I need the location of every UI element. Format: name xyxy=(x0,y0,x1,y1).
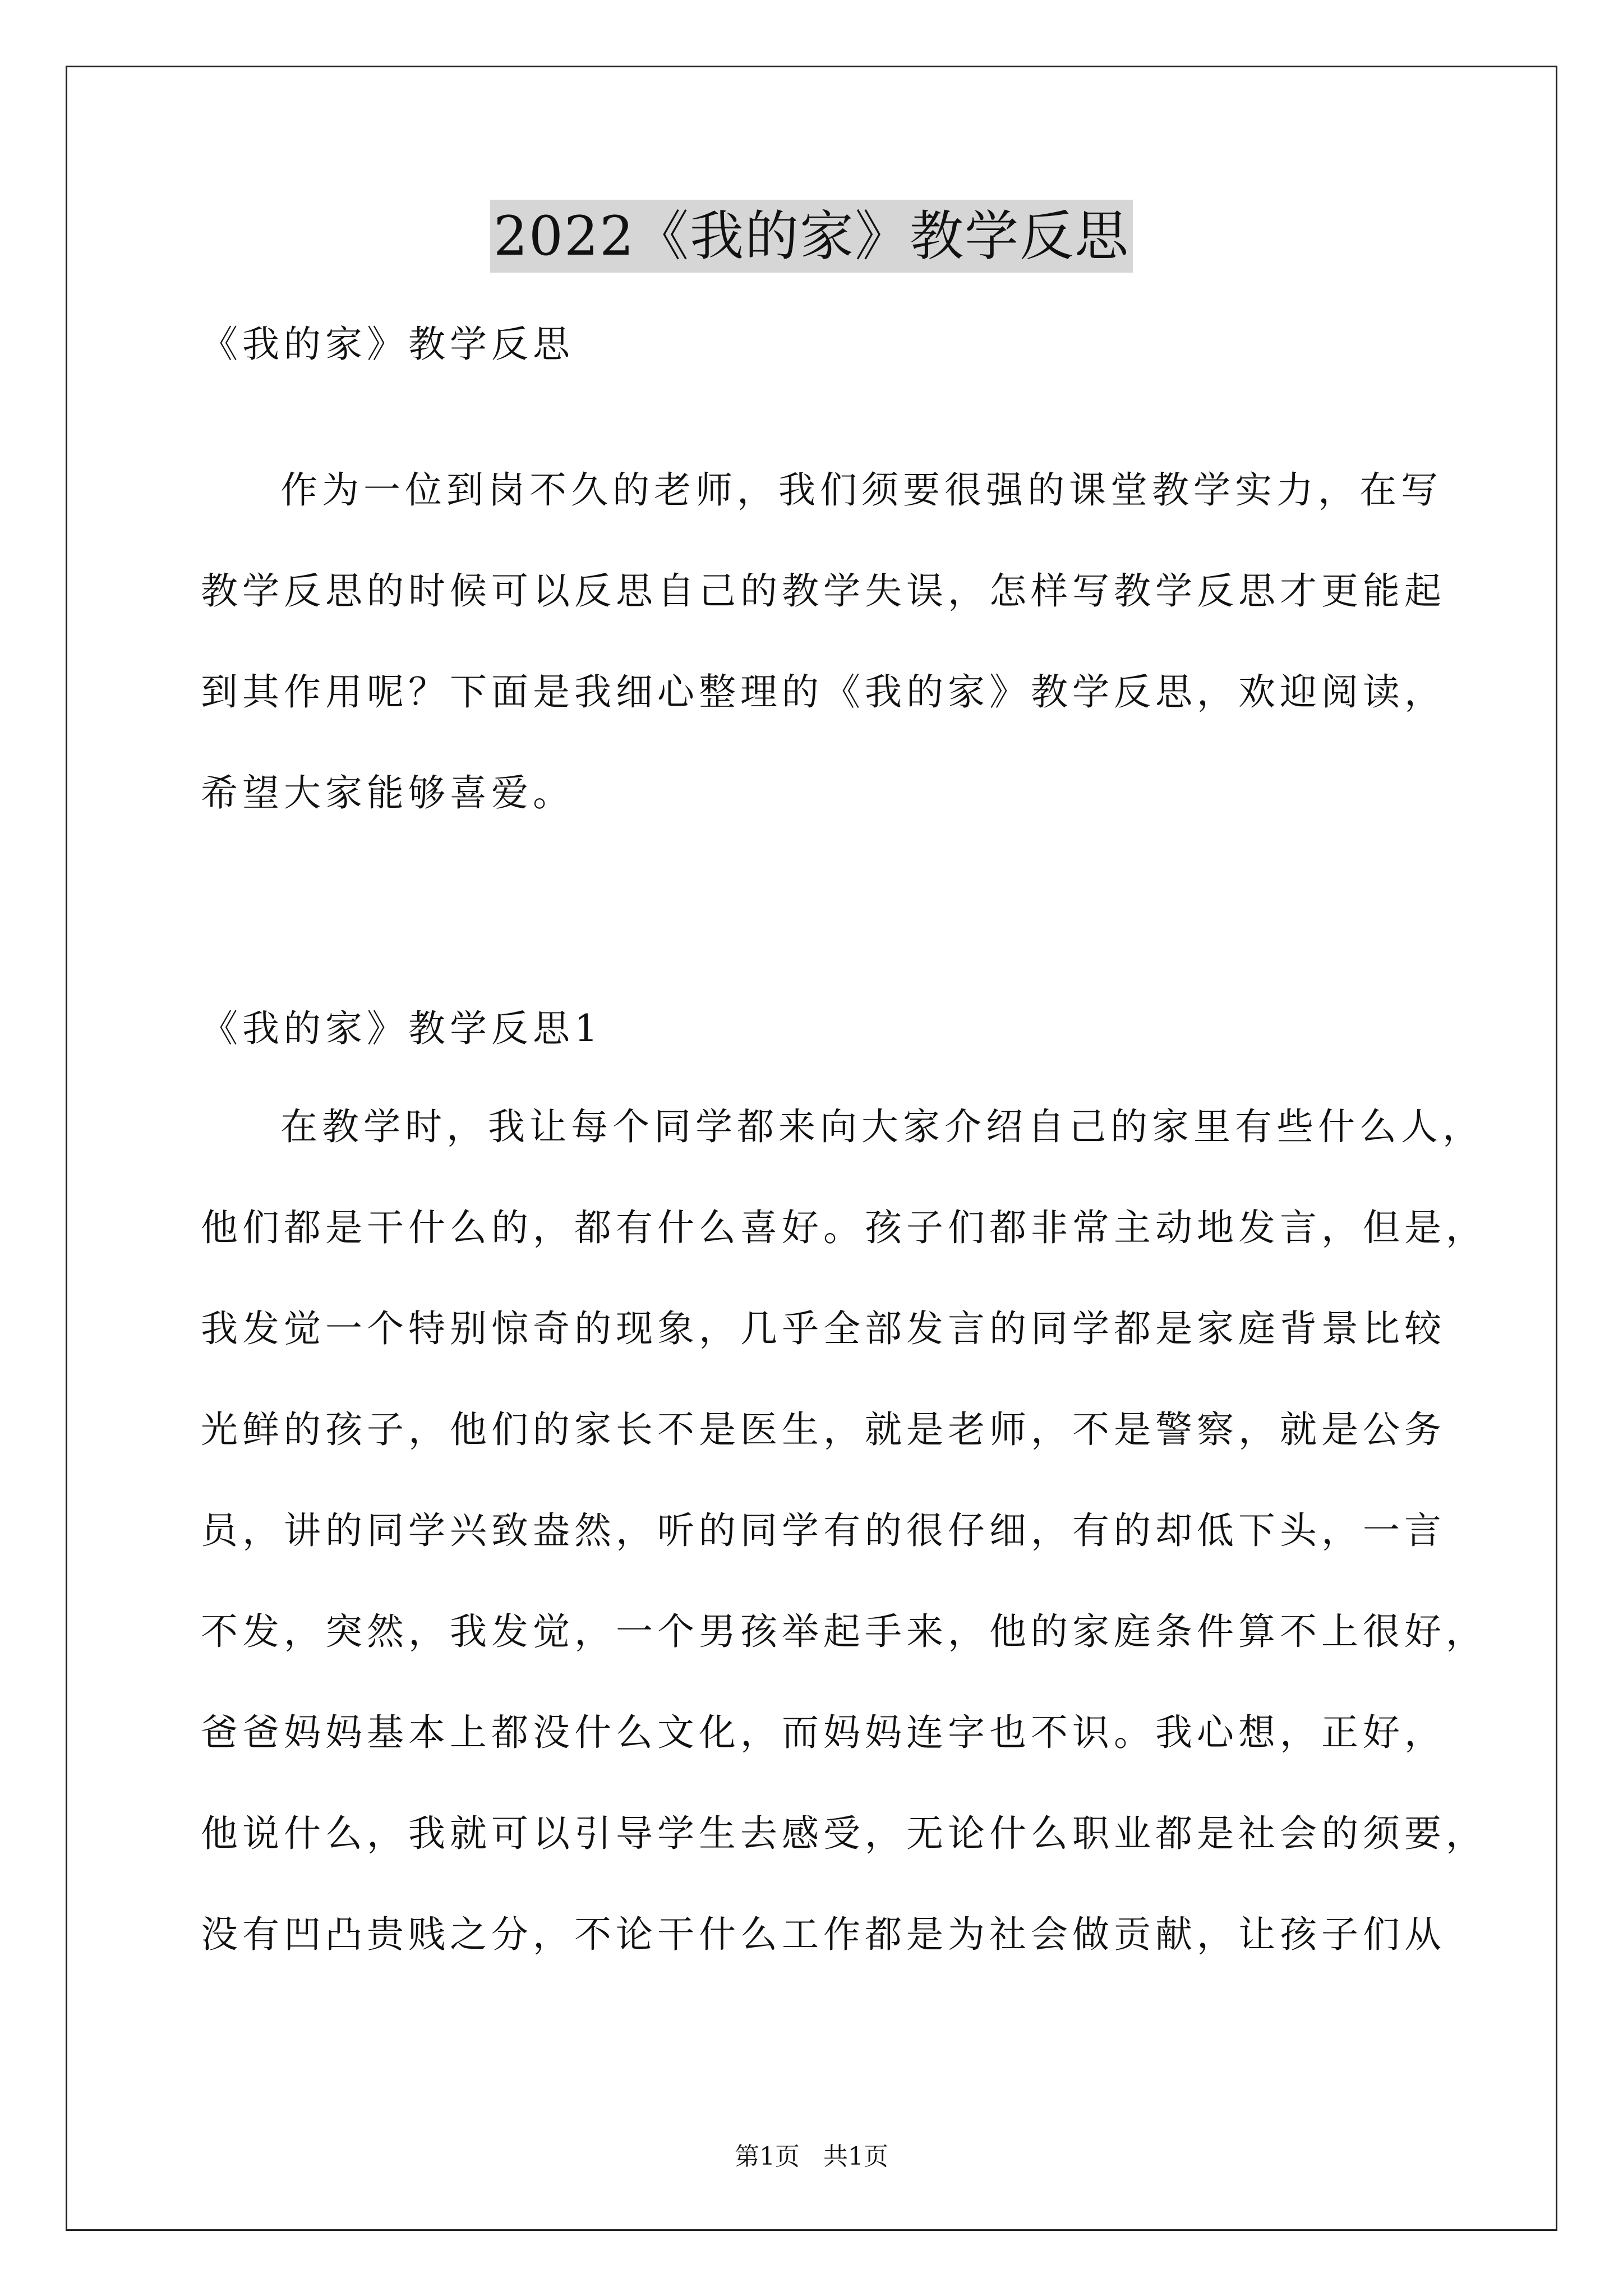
paragraph-line: 他说什么，我就可以引导学生去感受，无论什么职业都是社会的须要， xyxy=(201,1812,1487,1855)
paragraph-line: 爸爸妈妈基本上都没什么文化，而妈妈连字也不识。我心想，正好， xyxy=(201,1711,1446,1754)
paragraph-line: 希望大家能够喜爱。 xyxy=(201,771,574,815)
section-heading-1: 《我的家》教学反思1 xyxy=(201,1007,602,1050)
paragraph-line: 在教学时，我让每个同学都来向大家介绍自己的家里有些什么人， xyxy=(280,1105,1484,1148)
document-title: 2022《我的家》教学反思 xyxy=(490,200,1133,273)
paragraph-line: 光鲜的孩子，他们的家长不是医生，就是老师，不是警察，就是公务 xyxy=(201,1408,1446,1451)
section-heading-intro: 《我的家》教学反思 xyxy=(201,323,574,366)
paragraph-line: 他们都是干什么的，都有什么喜好。孩子们都非常主动地发言，但是， xyxy=(201,1206,1487,1249)
paragraph-line: 员，讲的同学兴致盎然，听的同学有的很仔细，有的却低下头，一言 xyxy=(201,1509,1446,1552)
paragraph-line: 教学反思的时候可以反思自己的教学失误，怎样写教学反思才更能起 xyxy=(201,569,1446,613)
paragraph-line: 作为一位到岗不久的老师，我们须要很强的课堂教学实力，在写 xyxy=(280,468,1442,512)
paragraph-line: 不发，突然，我发觉，一个男孩举起手来，他的家庭条件算不上很好， xyxy=(201,1610,1487,1653)
title-container xyxy=(0,200,1623,273)
paragraph-line: 我发觉一个特别惊奇的现象，几乎全部发言的同学都是家庭背景比较 xyxy=(201,1307,1446,1350)
paragraph-line: 到其作用呢？下面是我细心整理的《我的家》教学反思，欢迎阅读， xyxy=(201,670,1446,714)
page-footer: 第1页 共1页 xyxy=(735,2142,888,2171)
paragraph-line: 没有凹凸贵贱之分，不论干什么工作都是为社会做贡献，让孩子们从 xyxy=(201,1913,1446,1956)
